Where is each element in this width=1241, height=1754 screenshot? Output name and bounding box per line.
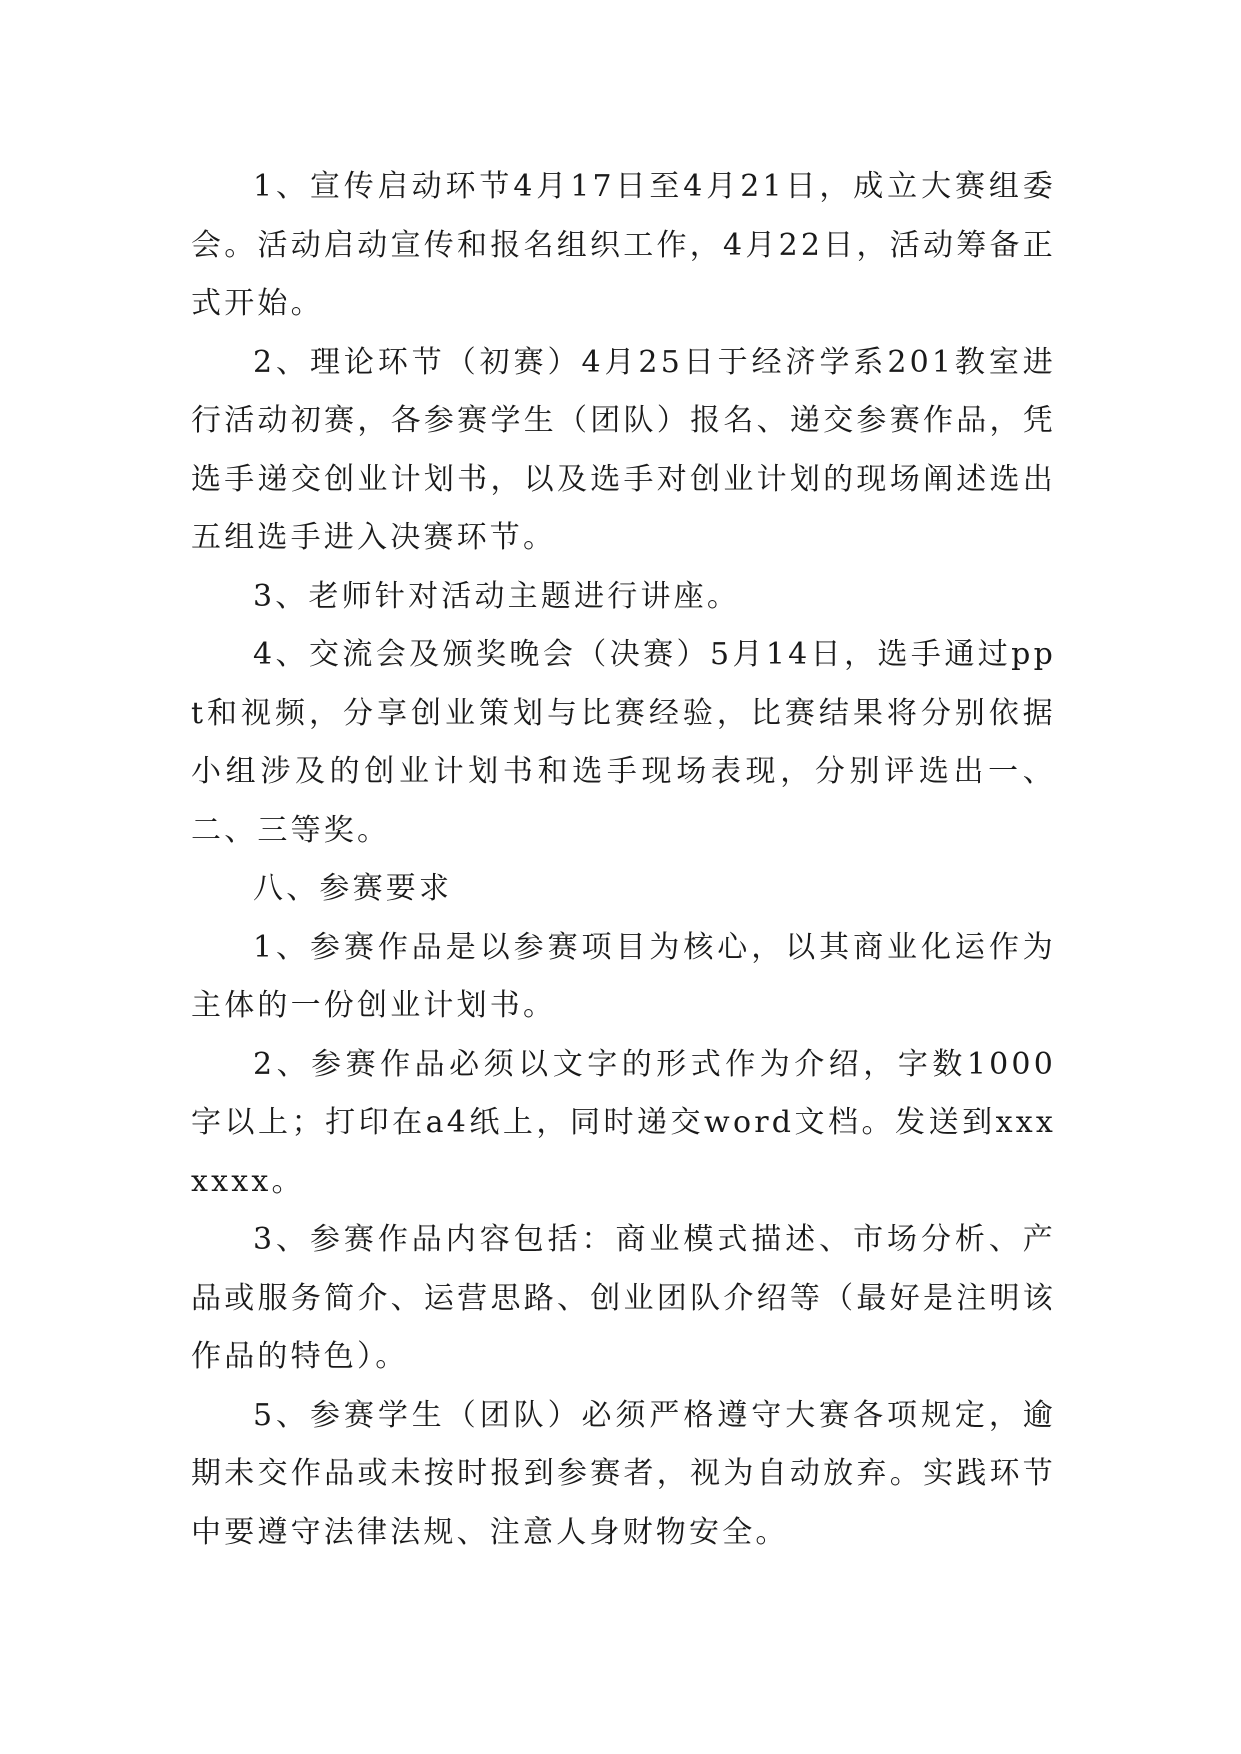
paragraph-requirement-1: 1、参赛作品是以参赛项目为核心，以其商业化运作为主体的一份创业计划书。	[191, 929, 1056, 1023]
paragraph-requirement-2: 2、参赛作品必须以文字的形式作为介绍，字数1000字以上；打印在a4纸上，同时递交word文档。发送到xxxxxxx。	[191, 1046, 1056, 1199]
paragraph-publicity-launch: 1、宣传启动环节4月17日至4月21日，成立大赛组委会。活动启动宣传和报名组织工作，4月22日，活动筹备正式开始。	[191, 169, 1056, 321]
paragraph-lecture: 3、老师针对活动主题进行讲座。	[253, 578, 741, 614]
paragraph-theory-preliminary: 2、理论环节（初赛）4月25日于经济学系201教室进行活动初赛，各参赛学生（团队）报名、递交参赛作品，凭选手递交创业计划书，以及选手对创业计划的现场阐述选出五组选手进入决赛环节。	[191, 344, 1056, 555]
document-body	[191, 158, 1056, 1562]
paragraph-final-awards: 4、交流会及颁奖晚会（决赛）5月14日，选手通过ppt和视频，分享创业策划与比赛经验，比赛结果将分别依据小组涉及的创业计划书和选手现场表现，分别评选出一、二、三等奖。	[191, 637, 1056, 848]
paragraph-requirement-3: 3、参赛作品内容包括：商业模式描述、市场分析、产品或服务简介、运营思路、创业团队介绍等（最好是注明该作品的特色）。	[191, 1222, 1056, 1374]
paragraph-requirement-5: 5、参赛学生（团队）必须严格遵守大赛各项规定，逾期未交作品或未按时报到参赛者，视为自动放弃。实践环节中要遵守法律法规、注意人身财物安全。	[191, 1397, 1056, 1550]
section-heading-requirements: 八、参赛要求	[253, 871, 453, 906]
